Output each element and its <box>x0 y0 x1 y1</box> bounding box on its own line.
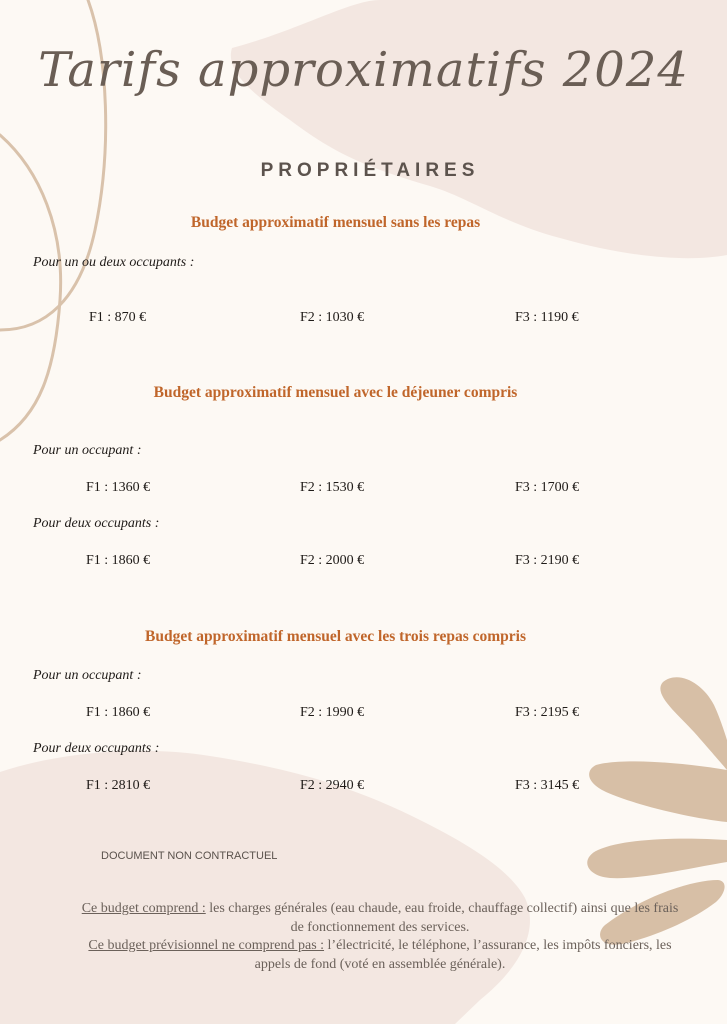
price-f3: F3 : 3145 € <box>515 778 580 793</box>
price-f1: F1 : 2810 € <box>86 778 151 793</box>
section-heading: Budget approximatif mensuel avec le déjeuner compris <box>153 384 518 401</box>
occupants-label: Pour un occupant : <box>33 668 142 683</box>
excludes-text: l’électricité, le téléphone, l’assurance, les impôts fonciers, les appels de fond (voté en assemblée générale). <box>254 938 672 972</box>
price-f3: F3 : 1700 € <box>515 480 580 495</box>
occupants-label: Pour deux occupants : <box>33 516 160 531</box>
leaf-shape <box>660 677 727 770</box>
occupants-label: Pour un ou deux occupants : <box>33 255 195 270</box>
price-f3: F3 : 1190 € <box>515 310 579 325</box>
includes-text: les charges générales (eau chaude, eau froide, chauffage collectif) ainsi que les frais de fonctionnement des services. <box>205 901 679 935</box>
section-heading: Budget approximatif mensuel sans les repas <box>190 214 481 231</box>
includes-label: Ce budget comprend : <box>81 901 206 916</box>
disclaimer-note: DOCUMENT NON CONTRACTUEL <box>101 850 278 862</box>
occupants-label: Pour deux occupants : <box>33 741 160 756</box>
excludes-label: Ce budget prévisionnel ne comprend pas : <box>88 938 325 953</box>
page-subtitle: PROPRIÉTAIRES <box>260 160 480 181</box>
page-title: Tarifs approximatifs 2024 <box>38 42 689 98</box>
leaf-shape <box>587 839 727 879</box>
price-f3: F3 : 2195 € <box>515 705 580 720</box>
occupants-label: Pour un occupant : <box>33 443 142 458</box>
price-f1: F1 : 1360 € <box>86 480 151 495</box>
section-heading: Budget approximatif mensuel avec les trois repas compris <box>144 628 527 645</box>
leaf-shape <box>589 761 727 822</box>
price-f2: F2 : 2940 € <box>300 778 365 793</box>
footer-text <box>80 900 680 974</box>
bottom-blob-shape <box>0 751 530 1024</box>
price-f1: F1 : 870 € <box>89 310 147 325</box>
price-f2: F2 : 1530 € <box>300 480 365 495</box>
price-f2: F2 : 1990 € <box>300 705 365 720</box>
price-f1: F1 : 1860 € <box>86 705 151 720</box>
price-f3: F3 : 2190 € <box>515 553 580 568</box>
price-f2: F2 : 1030 € <box>300 310 365 325</box>
price-f1: F1 : 1860 € <box>86 553 151 568</box>
price-f2: F2 : 2000 € <box>300 553 365 568</box>
